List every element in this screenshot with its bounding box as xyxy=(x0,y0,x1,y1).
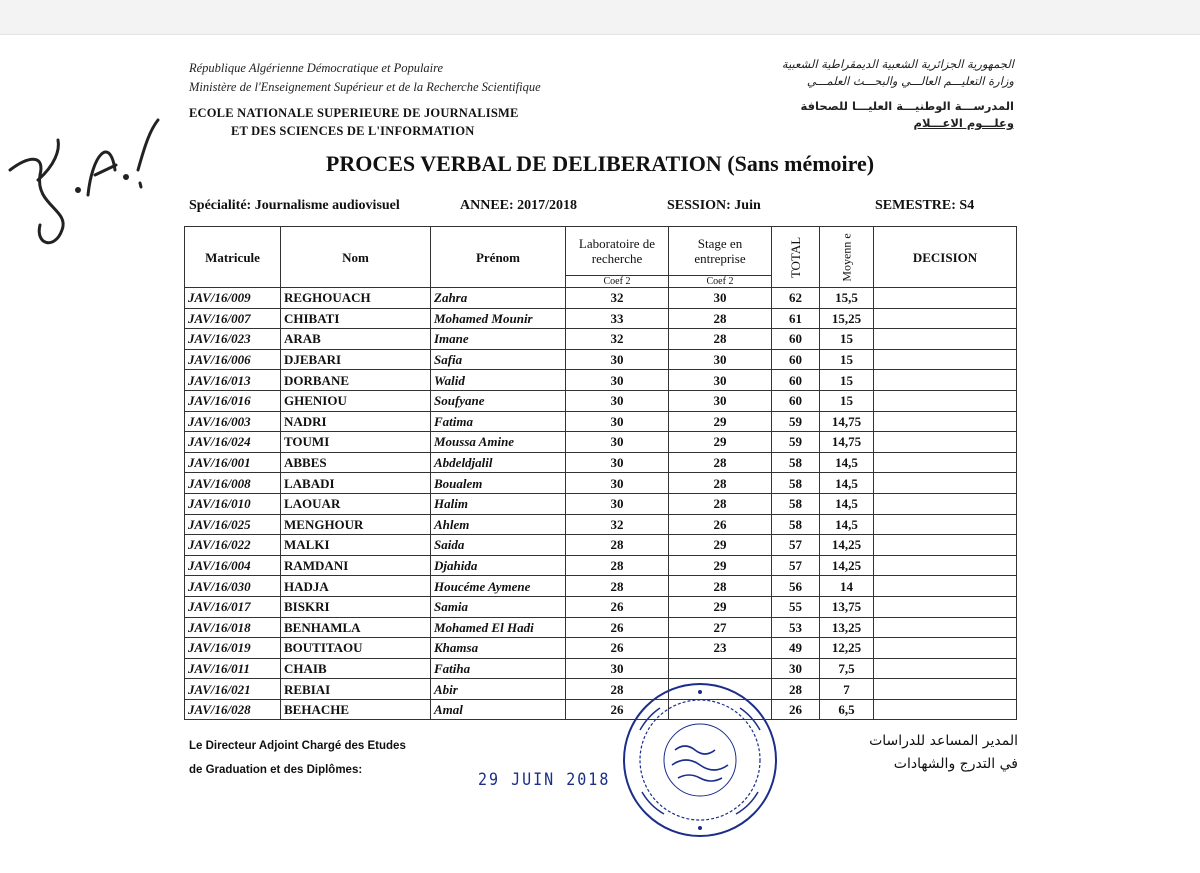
header-moyenne-cell xyxy=(820,227,874,288)
col-prenom: Fatiha xyxy=(431,658,566,679)
col-total: 28 xyxy=(772,679,820,700)
col-matricule: JAV/16/021 xyxy=(185,679,281,700)
col-decision xyxy=(874,617,1017,638)
header-arabic xyxy=(782,56,1014,132)
col-moyenne: 14,5 xyxy=(820,452,874,473)
col-matricule: JAV/16/022 xyxy=(185,535,281,556)
col-decision xyxy=(874,658,1017,679)
col-stage: 28 xyxy=(669,576,772,597)
col-prenom: Samia xyxy=(431,596,566,617)
col-stage: 30 xyxy=(669,390,772,411)
col-matricule: JAV/16/004 xyxy=(185,555,281,576)
col-matricule: JAV/16/016 xyxy=(185,390,281,411)
col-labo: 26 xyxy=(566,617,669,638)
footer-ar-line1: المدير المساعد للدراسات xyxy=(869,733,1018,749)
footer-french xyxy=(189,734,406,782)
table-row xyxy=(185,349,1017,370)
meta-semestre: SEMESTRE: S4 xyxy=(875,198,975,213)
col-matricule: JAV/16/024 xyxy=(185,432,281,453)
col-stage: 27 xyxy=(669,617,772,638)
col-prenom: Saida xyxy=(431,535,566,556)
col-labo: 30 xyxy=(566,658,669,679)
col-matricule: JAV/16/025 xyxy=(185,514,281,535)
col-nom: HADJA xyxy=(281,576,431,597)
coef-stage: Coef 2 xyxy=(669,276,772,288)
col-decision xyxy=(874,390,1017,411)
col-moyenne: 13,25 xyxy=(820,617,874,638)
col-matricule: JAV/16/006 xyxy=(185,349,281,370)
table-row xyxy=(185,617,1017,638)
col-labo: 26 xyxy=(566,699,669,720)
col-moyenne: 15 xyxy=(820,349,874,370)
col-nom: RAMDANI xyxy=(281,555,431,576)
coef-labo: Coef 2 xyxy=(566,276,669,288)
col-moyenne: 7 xyxy=(820,679,874,700)
header-ar-republic: الجمهورية الجزائرية الشعبية الديمقراطية الشعبية xyxy=(781,57,1014,71)
table-header-row xyxy=(185,227,1017,276)
col-labo: 28 xyxy=(566,555,669,576)
col-prenom: Abir xyxy=(431,679,566,700)
col-matricule: JAV/16/018 xyxy=(185,617,281,638)
col-prenom: Boualem xyxy=(431,473,566,494)
table-row xyxy=(185,514,1017,535)
header-ministry: Ministère de l'Enseignement Supérieur et de la Recherche Scientifique xyxy=(189,80,541,94)
col-prenom: Ahlem xyxy=(431,514,566,535)
col-labo: 28 xyxy=(566,679,669,700)
deliberation-table xyxy=(184,226,1017,720)
col-stage: 30 xyxy=(669,370,772,391)
col-nom: BOUTITAOU xyxy=(281,638,431,659)
col-moyenne: 14,75 xyxy=(820,432,874,453)
header-french xyxy=(189,59,541,97)
col-total: 57 xyxy=(772,555,820,576)
col-stage: 28 xyxy=(669,308,772,329)
col-stage xyxy=(669,658,772,679)
col-decision xyxy=(874,452,1017,473)
col-matricule: JAV/16/010 xyxy=(185,493,281,514)
col-decision xyxy=(874,493,1017,514)
table-row xyxy=(185,555,1017,576)
col-decision xyxy=(874,699,1017,720)
col-moyenne: 14,5 xyxy=(820,493,874,514)
col-matricule: JAV/16/017 xyxy=(185,596,281,617)
col-nom: REBIAI xyxy=(281,679,431,700)
col-total: 58 xyxy=(772,493,820,514)
col-moyenne: 14,5 xyxy=(820,473,874,494)
col-labo: 32 xyxy=(566,329,669,350)
footer-arabic xyxy=(869,730,1018,776)
header-laboratoire: Laboratoire de recherche xyxy=(566,227,669,276)
col-labo: 30 xyxy=(566,349,669,370)
col-decision xyxy=(874,349,1017,370)
col-labo: 26 xyxy=(566,638,669,659)
col-labo: 30 xyxy=(566,452,669,473)
col-matricule: JAV/16/001 xyxy=(185,452,281,473)
col-stage: 29 xyxy=(669,535,772,556)
col-nom: ABBES xyxy=(281,452,431,473)
col-labo: 26 xyxy=(566,596,669,617)
col-moyenne: 14,25 xyxy=(820,535,874,556)
col-moyenne: 15,25 xyxy=(820,308,874,329)
col-moyenne: 15 xyxy=(820,370,874,391)
table-row xyxy=(185,473,1017,494)
col-decision xyxy=(874,411,1017,432)
col-total: 62 xyxy=(772,288,820,309)
col-prenom: Walid xyxy=(431,370,566,391)
col-nom: MENGHOUR xyxy=(281,514,431,535)
col-matricule: JAV/16/011 xyxy=(185,658,281,679)
header-ar-ministry: وزارة التعليـــم العالـــي والبحـــث العلمـــي xyxy=(806,74,1014,88)
col-nom: LABADI xyxy=(281,473,431,494)
header-ar-school: المدرســـة الوطنيـــة العليـــا للصحافة xyxy=(800,99,1014,113)
table-row xyxy=(185,329,1017,350)
header-ar-school-2: وعلـــوم الاعـــلام xyxy=(913,116,1014,130)
col-stage: 29 xyxy=(669,411,772,432)
col-nom: MALKI xyxy=(281,535,431,556)
col-stage: 28 xyxy=(669,493,772,514)
col-prenom: Abdeldjalil xyxy=(431,452,566,473)
col-labo: 30 xyxy=(566,493,669,514)
scan-top-edge xyxy=(0,0,1200,35)
col-stage: 29 xyxy=(669,596,772,617)
col-nom: REGHOUACH xyxy=(281,288,431,309)
col-decision xyxy=(874,308,1017,329)
col-decision xyxy=(874,576,1017,597)
col-decision xyxy=(874,514,1017,535)
footer-director-line1: Le Directeur Adjoint Chargé des Etudes xyxy=(189,740,406,752)
col-moyenne: 15,5 xyxy=(820,288,874,309)
col-nom: LAOUAR xyxy=(281,493,431,514)
document-title: PROCES VERBAL DE DELIBERATION (Sans mémoire) xyxy=(325,151,875,176)
col-stage: 29 xyxy=(669,555,772,576)
table-row xyxy=(185,288,1017,309)
col-total: 58 xyxy=(772,452,820,473)
col-total: 26 xyxy=(772,699,820,720)
col-total: 59 xyxy=(772,432,820,453)
table-row xyxy=(185,452,1017,473)
col-decision xyxy=(874,370,1017,391)
table-row xyxy=(185,576,1017,597)
col-labo: 32 xyxy=(566,514,669,535)
col-moyenne: 14,75 xyxy=(820,411,874,432)
col-moyenne: 14 xyxy=(820,576,874,597)
col-stage: 30 xyxy=(669,349,772,370)
table-row xyxy=(185,699,1017,720)
col-stage: 30 xyxy=(669,288,772,309)
col-decision xyxy=(874,535,1017,556)
col-labo: 30 xyxy=(566,432,669,453)
meta-specialite: Spécialité: Journalisme audiovisuel xyxy=(189,198,400,213)
col-prenom: Moussa Amine xyxy=(431,432,566,453)
col-total: 60 xyxy=(772,329,820,350)
col-stage: 28 xyxy=(669,329,772,350)
col-moyenne: 15 xyxy=(820,329,874,350)
col-moyenne: 15 xyxy=(820,390,874,411)
date-stamp: 29 JUIN 2018 xyxy=(478,768,611,790)
col-total: 56 xyxy=(772,576,820,597)
col-labo: 30 xyxy=(566,411,669,432)
col-nom: BEHACHE xyxy=(281,699,431,720)
col-prenom: Zahra xyxy=(431,288,566,309)
col-moyenne: 12,25 xyxy=(820,638,874,659)
col-total: 58 xyxy=(772,514,820,535)
col-prenom: Imane xyxy=(431,329,566,350)
col-prenom: Djahida xyxy=(431,555,566,576)
table-row xyxy=(185,535,1017,556)
header-prenom: Prénom xyxy=(431,227,566,288)
col-nom: BISKRI xyxy=(281,596,431,617)
col-stage: 23 xyxy=(669,638,772,659)
table-row xyxy=(185,679,1017,700)
col-decision xyxy=(874,473,1017,494)
header-nom: Nom xyxy=(281,227,431,288)
meta-session: SESSION: Juin xyxy=(667,198,761,213)
col-total: 49 xyxy=(772,638,820,659)
col-matricule: JAV/16/007 xyxy=(185,308,281,329)
footer-director-line2: de Graduation et des Diplômes: xyxy=(189,764,363,776)
col-prenom: Soufyane xyxy=(431,390,566,411)
col-moyenne: 13,75 xyxy=(820,596,874,617)
col-decision xyxy=(874,638,1017,659)
col-decision xyxy=(874,329,1017,350)
col-decision xyxy=(874,596,1017,617)
col-nom: TOUMI xyxy=(281,432,431,453)
col-matricule: JAV/16/023 xyxy=(185,329,281,350)
header-republic: République Algérienne Démocratique et Populaire xyxy=(189,61,444,75)
col-labo: 28 xyxy=(566,535,669,556)
col-total: 53 xyxy=(772,617,820,638)
col-labo: 30 xyxy=(566,390,669,411)
header-total-cell xyxy=(772,227,820,288)
col-stage: 28 xyxy=(669,473,772,494)
col-matricule: JAV/16/013 xyxy=(185,370,281,391)
col-labo: 28 xyxy=(566,576,669,597)
meta-annee: ANNEE: 2017/2018 xyxy=(460,198,578,213)
col-stage: 26 xyxy=(669,514,772,535)
col-labo: 32 xyxy=(566,288,669,309)
table-row xyxy=(185,658,1017,679)
col-total: 60 xyxy=(772,390,820,411)
col-matricule: JAV/16/019 xyxy=(185,638,281,659)
table-row xyxy=(185,493,1017,514)
header-total: TOTAL xyxy=(788,236,804,278)
col-total: 58 xyxy=(772,473,820,494)
table-row xyxy=(185,638,1017,659)
col-nom: GHENIOU xyxy=(281,390,431,411)
col-prenom: Mohamed Mounir xyxy=(431,308,566,329)
school-line-2: ET DES SCIENCES DE L'INFORMATION xyxy=(231,124,475,138)
col-nom: BENHAMLA xyxy=(281,617,431,638)
col-prenom: Safia xyxy=(431,349,566,370)
col-prenom: Khamsa xyxy=(431,638,566,659)
header-school xyxy=(189,104,519,140)
col-matricule: JAV/16/008 xyxy=(185,473,281,494)
col-matricule: JAV/16/009 xyxy=(185,288,281,309)
col-moyenne: 6,5 xyxy=(820,699,874,720)
col-total: 55 xyxy=(772,596,820,617)
header-matricule: Matricule xyxy=(185,227,281,288)
table-row xyxy=(185,596,1017,617)
col-prenom: Halim xyxy=(431,493,566,514)
col-nom: NADRI xyxy=(281,411,431,432)
col-decision xyxy=(874,432,1017,453)
header-moyenne: Moyenn e xyxy=(839,233,854,282)
official-seal-stamp xyxy=(620,680,780,840)
col-nom: CHIBATI xyxy=(281,308,431,329)
col-matricule: JAV/16/028 xyxy=(185,699,281,720)
table-row xyxy=(185,411,1017,432)
table-body xyxy=(185,288,1017,720)
col-total: 60 xyxy=(772,370,820,391)
col-decision xyxy=(874,555,1017,576)
col-labo: 33 xyxy=(566,308,669,329)
col-nom: DORBANE xyxy=(281,370,431,391)
col-total: 30 xyxy=(772,658,820,679)
col-moyenne: 7,5 xyxy=(820,658,874,679)
col-decision xyxy=(874,679,1017,700)
col-prenom: Houcéme Aymene xyxy=(431,576,566,597)
col-decision xyxy=(874,288,1017,309)
footer-ar-line2: في التدرج والشهادات xyxy=(893,756,1018,772)
col-labo: 30 xyxy=(566,473,669,494)
table-row xyxy=(185,390,1017,411)
col-moyenne: 14,25 xyxy=(820,555,874,576)
col-stage: 28 xyxy=(669,452,772,473)
col-prenom: Fatima xyxy=(431,411,566,432)
header-stage: Stage en entreprise xyxy=(669,227,772,276)
col-stage: 29 xyxy=(669,432,772,453)
school-line-1: ECOLE NATIONALE SUPERIEURE DE JOURNALISME xyxy=(189,106,519,120)
col-nom: CHAIB xyxy=(281,658,431,679)
table-row xyxy=(185,308,1017,329)
header-decision: DECISION xyxy=(874,227,1017,288)
table-row xyxy=(185,370,1017,391)
col-matricule: JAV/16/003 xyxy=(185,411,281,432)
col-prenom: Mohamed El Hadi xyxy=(431,617,566,638)
col-total: 61 xyxy=(772,308,820,329)
col-prenom: Amal xyxy=(431,699,566,720)
table-row xyxy=(185,432,1017,453)
col-nom: DJEBARI xyxy=(281,349,431,370)
col-total: 57 xyxy=(772,535,820,556)
col-total: 59 xyxy=(772,411,820,432)
col-nom: ARAB xyxy=(281,329,431,350)
col-total: 60 xyxy=(772,349,820,370)
col-moyenne: 14,5 xyxy=(820,514,874,535)
col-labo: 30 xyxy=(566,370,669,391)
col-matricule: JAV/16/030 xyxy=(185,576,281,597)
